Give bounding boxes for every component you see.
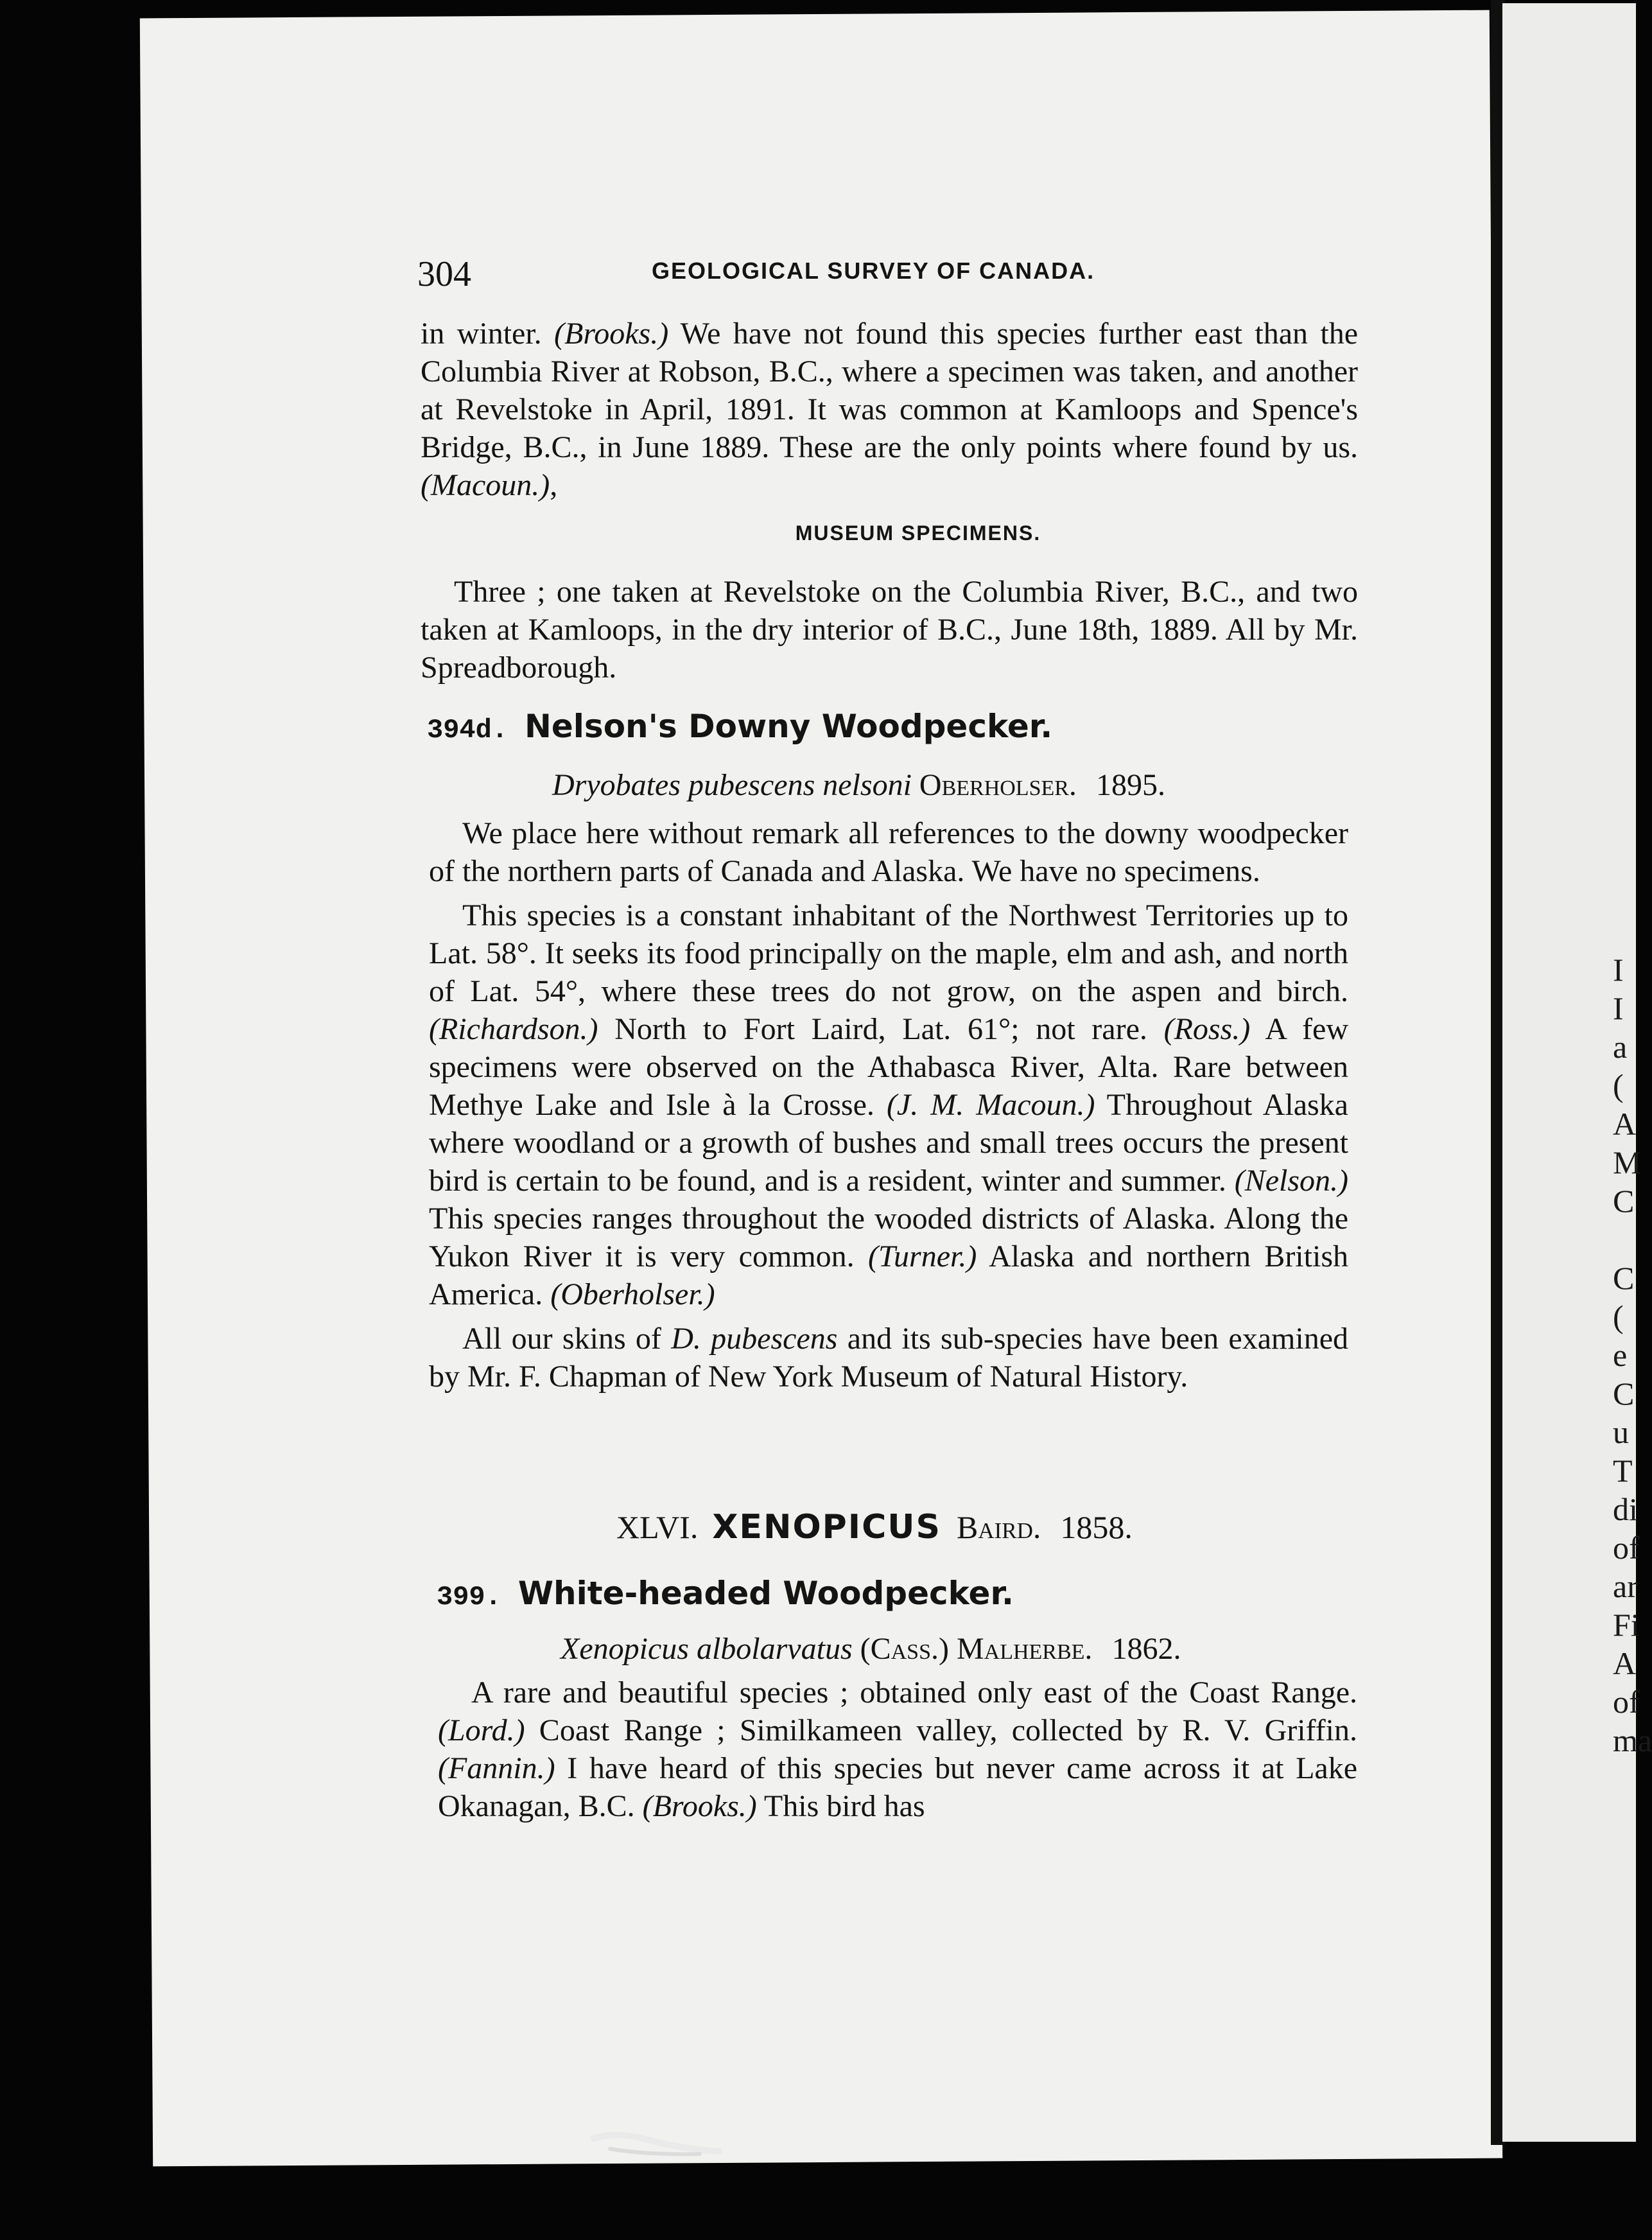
species-common-name: Nelson's Downy Woodpecker. xyxy=(525,708,1053,745)
species-394d-paragraph-1: We place here without remark all references to the downy woodpecker of the northern parts of Canada and Alaska. We have no specimens. xyxy=(429,816,1348,888)
intro-text xyxy=(421,315,1358,504)
facing-page-letter: u xyxy=(1613,1414,1629,1450)
museum-specimens-heading: MUSEUM SPECIMENS. xyxy=(795,521,1041,545)
facing-page-letter: ( xyxy=(1613,1299,1624,1334)
margin-mark xyxy=(591,2126,732,2164)
intro-paragraph: in winter. (Brooks.) We have not found this species further east than the Columbia River at Robson, B.C., where a specimen was taken, and another at Revelstoke in April, 1891. It was common at Kamloops and Spence's Bridge, B.C., in June 1889. These are the only points where found by us. (Macoun.), xyxy=(421,317,1358,502)
species-399-scientific-line xyxy=(561,1631,1181,1667)
species-399-heading xyxy=(437,1575,1014,1617)
year: 1862. xyxy=(1111,1632,1181,1666)
species-399-text xyxy=(438,1674,1357,1825)
facing-page-letter: di xyxy=(1613,1491,1638,1527)
species-394d-paragraph-2: This species is a constant inhabitant of the Northwest Territories up to Lat. 58°. It seeks its food principally on the maple, elm and ash, and north of Lat. 54°, where these trees do not grow, on the aspen and birch. (Richardson.) North to Fort Laird, Lat. 61°; not rare. (Ross.) A few specimens were observed on the Athabasca River, Alta. Rare between Methye Lake and Isle à la Crosse. (J. M. Macoun.) Throughout Alaska where woodland or a growth of bushes and small trees occurs the present bird is certain to be found, and is a resident, winter and summer. (Nelson.) This species ranges throughout the wooded districts of Alaska. Along the Yukon River it is very common. (Turner.) Alaska and northern British America. (Oberholser.) xyxy=(429,898,1349,1311)
facing-page-letter xyxy=(1613,1220,1639,1259)
genus-heading xyxy=(616,1508,1133,1546)
facing-page-letter: I xyxy=(1613,952,1624,988)
authority: Oberholser. xyxy=(919,768,1077,802)
museum-paragraph: Three ; one taken at Revelstoke on the Columbia River, B.C., and two taken at Kamloops, in the dry interior of B.C., June 18th, 1889. All by Mr. Spreadborough. xyxy=(421,575,1358,685)
facing-page-letter: ar xyxy=(1613,1568,1638,1604)
species-394d-heading xyxy=(427,708,1052,750)
facing-page-letter: of xyxy=(1613,1684,1640,1720)
species-number: 394d. xyxy=(427,715,509,746)
scientific-name: Dryobates pubescens nelsoni xyxy=(552,768,912,802)
scientific-name: Xenopicus albolarvatus xyxy=(561,1632,853,1666)
year: 1895. xyxy=(1095,768,1165,802)
facing-page-text-fragments xyxy=(1613,950,1652,1850)
facing-page-letter: a xyxy=(1613,1029,1628,1065)
species-number: 399. xyxy=(437,1582,501,1613)
species-common-name: White-headed Woodpecker. xyxy=(517,1575,1014,1612)
genus-number: XLVI. xyxy=(616,1509,699,1545)
facing-page-letter: C xyxy=(1613,1183,1635,1219)
genus-name: XENOPICUS xyxy=(712,1508,941,1546)
species-394d-scientific-line xyxy=(552,767,1165,803)
species-394d-paragraph-3: All our skins of D. pubescens and its sub-species have been examined by Mr. F. Chapman of New York Museum of Natural History. xyxy=(429,1322,1349,1394)
page-number: 304 xyxy=(417,254,471,294)
facing-page-letter: e xyxy=(1613,1337,1628,1373)
facing-page-letter: ma xyxy=(1613,1722,1652,1758)
facing-page-letter: I xyxy=(1613,990,1624,1026)
facing-page-letter: ( xyxy=(1613,1067,1624,1103)
museum-specimens-text xyxy=(421,573,1358,687)
genus-year: 1858. xyxy=(1060,1509,1133,1545)
running-head xyxy=(417,254,1252,299)
facing-page-letter: C xyxy=(1613,1260,1635,1296)
facing-page-letter: of xyxy=(1613,1530,1640,1566)
authority: (Cass.) Malherbe. xyxy=(860,1632,1093,1666)
facing-page-letter: M xyxy=(1613,1144,1642,1180)
facing-page-letter: A xyxy=(1613,1106,1637,1142)
genus-authority: Baird. xyxy=(956,1509,1041,1545)
facing-page-letter: Fi xyxy=(1613,1607,1640,1643)
species-399-paragraph: A rare and beautiful species ; obtained only east of the Coast Range. (Lord.) Coast Range ; Similkameen valley, collected by R. V. Griffin. (Fannin.) I have heard of this species but never came across it at Lake Okanagan, B.C. (Brooks.) This bird has xyxy=(438,1676,1357,1823)
facing-page-letter: T xyxy=(1613,1453,1633,1489)
species-394d-text xyxy=(429,814,1348,1396)
running-head-title: GEOLOGICAL SURVEY OF CANADA. xyxy=(652,258,1095,284)
facing-page-letter: A xyxy=(1613,1645,1637,1681)
facing-page-letter: C xyxy=(1613,1376,1635,1412)
